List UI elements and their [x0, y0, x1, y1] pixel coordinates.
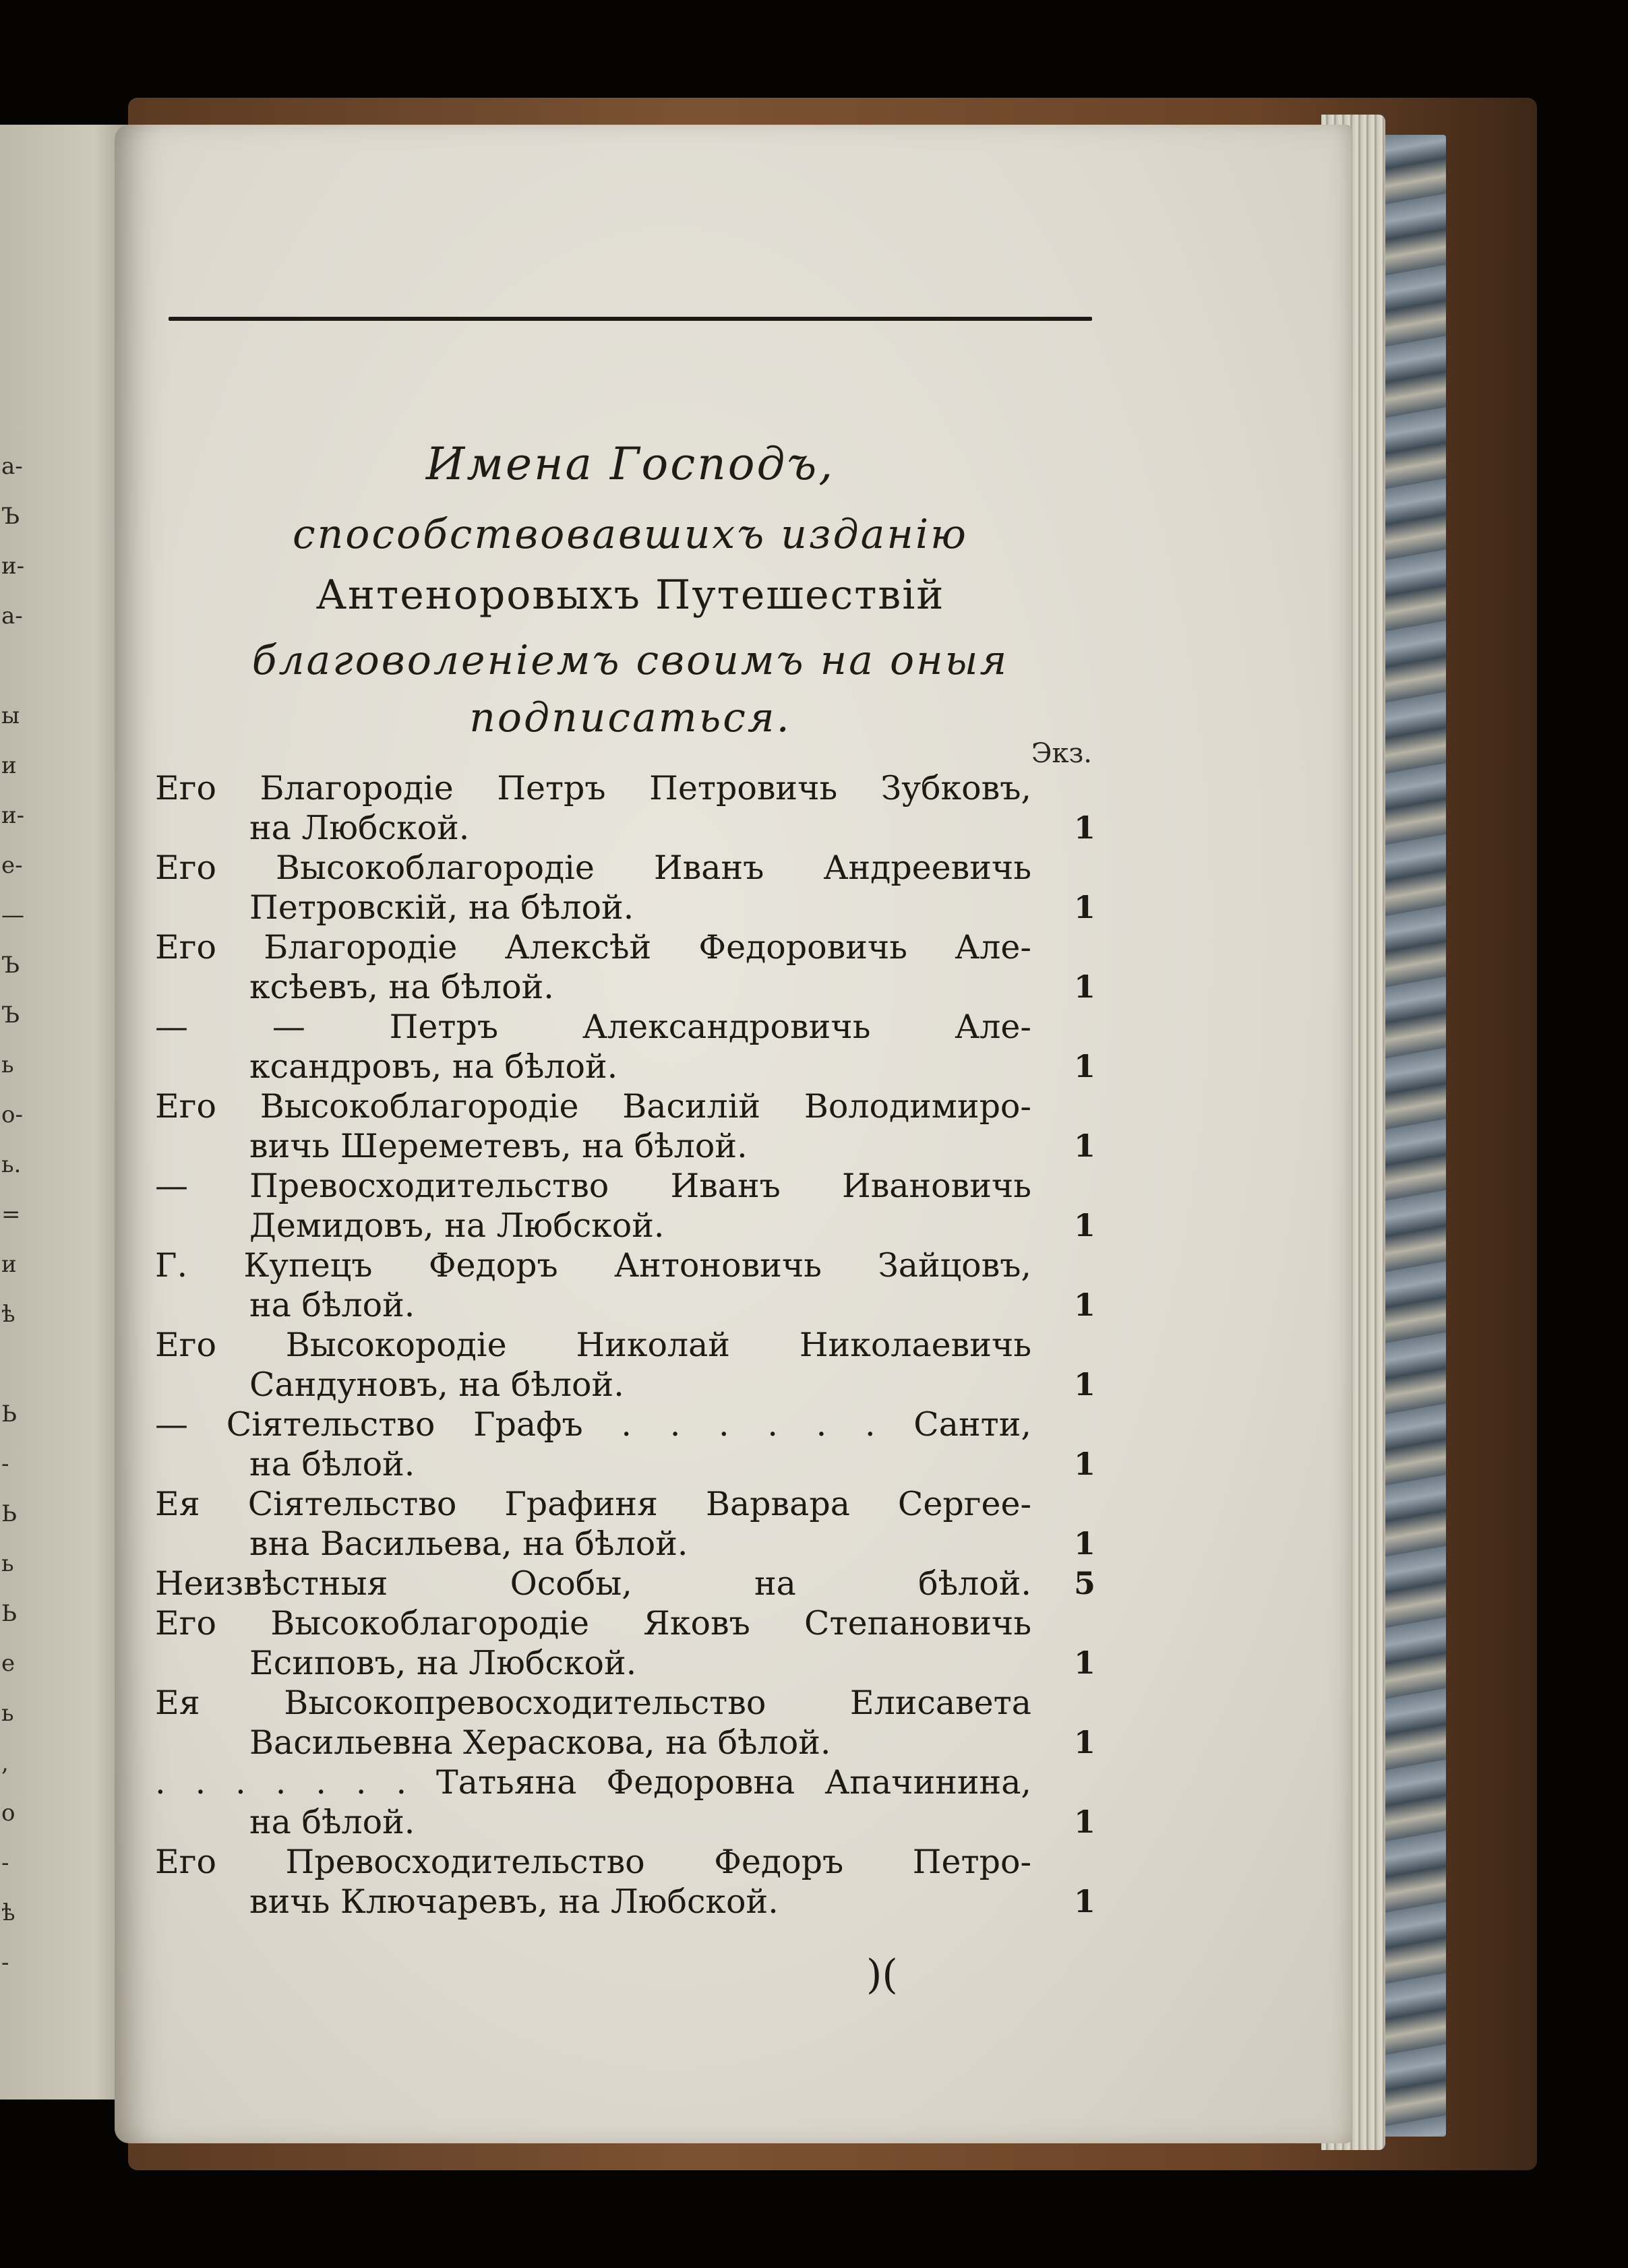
- left-fragment: ь: [1, 1550, 14, 1577]
- entry-continuation-line: Васильевна Хераскова, на бѣлой.: [249, 1723, 831, 1762]
- subscriber-entry: [155, 1325, 1095, 1405]
- subscriber-entry: [155, 1007, 1095, 1086]
- left-fragment: ,: [1, 1750, 9, 1777]
- left-fragment: -: [1, 1949, 9, 1976]
- entry-continuation-line: ксандровъ, на бѣлой.: [249, 1047, 618, 1086]
- subscriber-entry: [155, 1246, 1095, 1325]
- entry-continuation-line: на Любской.: [249, 809, 470, 847]
- copies-count: 1: [1073, 1645, 1095, 1681]
- entry-continuation-line: вичь Шереметевъ, на бѣлой.: [249, 1127, 748, 1165]
- copies-column-label: Экз.: [1031, 738, 1092, 769]
- entry-continuation-line: Есиповъ, на Любской.: [249, 1644, 637, 1682]
- subscriber-entry: [155, 1484, 1095, 1564]
- catchword: )(: [866, 1951, 898, 1998]
- left-fragment: —: [1, 902, 24, 929]
- left-fragment: Ъ: [1, 503, 20, 530]
- subscriber-entry: [155, 1405, 1095, 1484]
- entry-continuation-line: вна Васильева, на бѣлой.: [249, 1525, 688, 1563]
- heading-line-5: подписаться.: [469, 694, 791, 741]
- left-fragment: [1, 641, 28, 691]
- copies-count: 1: [1073, 809, 1095, 846]
- entry-name-line: Его Высокоблагородіе Яковъ Степановичь: [155, 1604, 1031, 1643]
- entry-name-line: Неизвѣстныя Особы, на бѣлой.: [155, 1564, 1031, 1603]
- left-fragment: о-: [1, 1101, 23, 1128]
- subscriber-entry: [155, 1842, 1095, 1922]
- copies-count: 1: [1073, 1207, 1095, 1244]
- heading-line-2: способствовавшихъ изданію: [293, 511, 968, 558]
- copies-count: 1: [1073, 1446, 1095, 1482]
- entry-name-line: Его Высокоблагородіе Василій Володимиро-: [155, 1087, 1031, 1126]
- copies-count: 1: [1073, 1804, 1095, 1840]
- left-fragment: Ь: [1, 1600, 17, 1627]
- entry-name-line: — Превосходительство Иванъ Ивановичь: [155, 1167, 1031, 1205]
- entry-continuation-line: Петровскій, на бѣлой.: [249, 888, 634, 927]
- left-fragment: и: [1, 1251, 17, 1278]
- left-fragment: ь.: [1, 1151, 22, 1178]
- left-fragment: -: [1, 1450, 9, 1477]
- subscriber-entry: [155, 1564, 1095, 1603]
- entry-name-line: Его Высокоблагородіе Иванъ Андреевичь: [155, 849, 1031, 887]
- heading-line-4: благоволеніемъ своимъ на оныя: [251, 637, 1009, 684]
- subscriber-entry: [155, 1683, 1095, 1763]
- subscriber-entry: [155, 1603, 1095, 1683]
- copies-count: 1: [1073, 1724, 1095, 1760]
- copies-count: 1: [1073, 1287, 1095, 1323]
- entry-continuation-line: на бѣлой.: [249, 1286, 415, 1324]
- left-fragment: Ъ: [1, 952, 20, 979]
- left-fragment: -: [1, 1849, 9, 1876]
- entry-continuation-line: на бѣлой.: [249, 1803, 415, 1841]
- subscriber-entry: [155, 1166, 1095, 1246]
- entry-name-line: Г. Купецъ Федоръ Антоновичь Зайцовъ,: [155, 1246, 1031, 1285]
- left-fragment: =: [1, 1201, 21, 1228]
- entry-continuation-line: ксѣевъ, на бѣлой.: [249, 968, 554, 1006]
- entry-continuation-line: Сандуновъ, на бѣлой.: [249, 1366, 624, 1404]
- left-fragment: и: [1, 752, 17, 779]
- left-fragment: Ъ: [1, 1002, 20, 1029]
- entry-continuation-line: Демидовъ, на Любской.: [249, 1206, 665, 1245]
- left-fragment: ѣ: [1, 1301, 16, 1328]
- entry-name-line: Его Благородіе Петръ Петровичь Зубковъ,: [155, 769, 1031, 807]
- copies-count: 1: [1073, 1048, 1095, 1084]
- subscriber-entry: [155, 1086, 1095, 1166]
- entry-name-line: Его Благородіе Алексѣй Федоровичь Але-: [155, 928, 1031, 967]
- copies-count: 1: [1073, 1366, 1095, 1403]
- left-fragment: а-: [1, 453, 23, 480]
- header-rule: [169, 317, 1092, 321]
- left-fragment: ы: [1, 702, 20, 729]
- entry-name-line: Ея Высокопревосходительство Елисавета: [155, 1684, 1031, 1722]
- left-fragment: е-: [1, 852, 23, 879]
- left-fragment: и-: [1, 802, 25, 829]
- left-fragment: ь: [1, 1051, 14, 1078]
- copies-count: 1: [1073, 969, 1095, 1005]
- entry-name-line: Его Превосходительство Федоръ Петро-: [155, 1843, 1031, 1881]
- heading-line-3: Антеноровыхъ Путешествій: [315, 572, 945, 619]
- copies-count: 1: [1073, 1883, 1095, 1920]
- left-fragment: и-: [1, 553, 25, 580]
- entry-continuation-line: на бѣлой.: [249, 1445, 415, 1483]
- subscriber-entry: [155, 1763, 1095, 1842]
- marbled-edge: [1375, 135, 1446, 2137]
- entry-name-line: — Сіятельство Графъ . . . . . . Санти,: [155, 1405, 1031, 1444]
- left-fragment: а-: [1, 603, 23, 630]
- left-fragment: о: [1, 1800, 16, 1827]
- left-fragment: Ь: [1, 1500, 17, 1527]
- left-fragment: Ь: [1, 1401, 17, 1428]
- left-fragment: ѣ: [1, 1899, 16, 1926]
- copies-count: 1: [1073, 889, 1095, 925]
- left-page-text-fragments: [1, 441, 28, 1988]
- left-fragment: е: [1, 1650, 16, 1677]
- subscriber-list: [155, 768, 1095, 1922]
- subscriber-entry: [155, 768, 1095, 848]
- entry-continuation-line: вичь Ключаревъ, на Любской.: [249, 1882, 779, 1921]
- left-fragment: ь: [1, 1700, 14, 1727]
- left-fragment: [1, 1339, 28, 1389]
- subscriber-entry: [155, 848, 1095, 927]
- copies-count: 5: [1073, 1565, 1095, 1601]
- copies-count: 1: [1073, 1128, 1095, 1164]
- entry-name-line: Его Высокородіе Николай Николаевичь: [155, 1326, 1031, 1364]
- subscriber-entry: [155, 927, 1095, 1007]
- entry-name-line: Ея Сіятельство Графиня Варвара Сергее-: [155, 1485, 1031, 1523]
- copies-count: 1: [1073, 1525, 1095, 1562]
- entry-name-line: . . . . . . . Татьяна Федоровна Апачинина,: [155, 1763, 1031, 1802]
- heading-line-1: Имена Господъ,: [425, 438, 835, 490]
- entry-name-line: — — Петръ Александровичь Але-: [155, 1008, 1031, 1046]
